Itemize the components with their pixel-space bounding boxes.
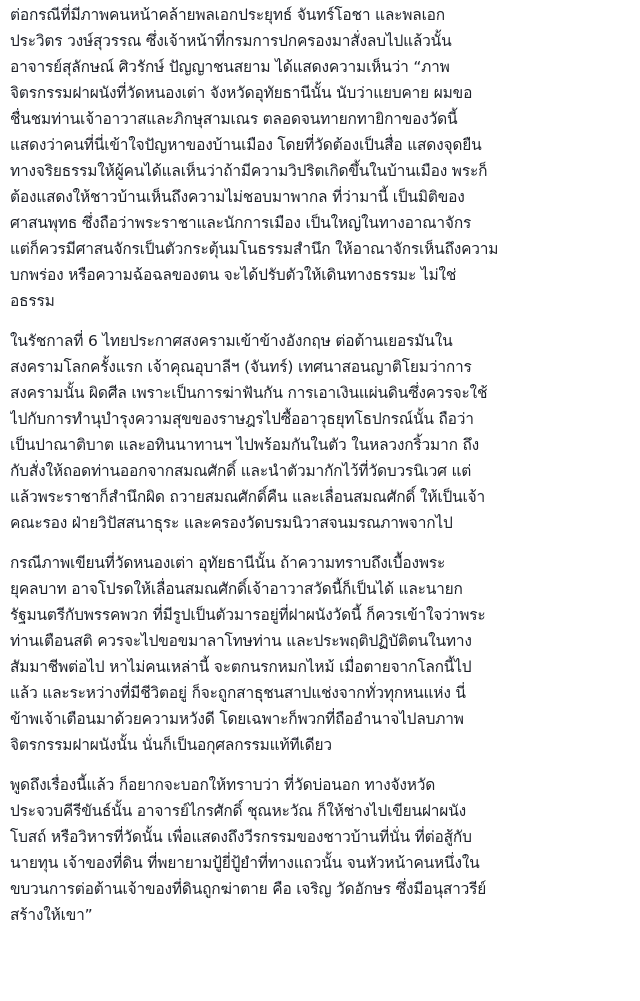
text-line: นายทุน เจ้าของที่ดิน ที่พยายามปู้ยี่ปู้ยำที่ทางแถวนั้น จนหัวหน้าคนหนึ่งใน — [10, 854, 480, 872]
text-line: สัมมาชีพต่อไป หาไม่คนเหล่านี้ จะตกนรกหมกไหม้ เมื่อตายจากโลกนี้ไป — [10, 658, 472, 676]
text-line: ต่อกรณีที่มีภาพคนหน้าคล้ายพลเอกประยุทธ์ จันทร์โอชา และพลเอก — [10, 6, 445, 24]
text-line: อธรรม — [10, 292, 55, 310]
text-line: ขบวนการต่อต้านเจ้าของที่ดินถูกฆ่าตาย คือ เจริญ วัดอักษร ซึ่งมีอนุสาวรีย์ — [10, 880, 487, 898]
text-line: จิตรกรรมฝาผนังนั้น นั่นก็เป็นอกุศลกรรมแท้ทีเดียว — [10, 736, 332, 754]
text-line: จิตรกรรมฝาผนังที่วัดหนองเต่า จังหวัดอุทัยธานีนั้น นับว่าแยบคาย ผมขอ — [10, 84, 473, 102]
text-line: แล้ว และระหว่างที่มีชีวิตอยู่ ก็จะถูกสาธุชนสาปแช่งจากทั่วทุกหนแห่ง นี่ — [10, 684, 466, 702]
text-line: ประวิตร วงษ์สุวรรณ ซึ่งเจ้าหน้าที่กรมการปกครองมาสั่งลบไปแล้วนั้น — [10, 32, 452, 50]
text-line: ไปกับการทำนุบำรุงความสุขของราษฎรไปซื้ออาวุธยุทโธปกรณ์นั้น ถือว่า — [10, 410, 474, 428]
post-text — [10, 2, 634, 942]
text-line: โบสถ์ หรือวิหารที่วัดนั้น เพื่อแสดงถึงวีรกรรมของชาวบ้านที่นั่น ที่ต่อสู้กับ — [10, 828, 472, 846]
text-line: สงครามโลกครั้งแรก เจ้าคุณอุบาลีฯ (จันทร์) เทศนาสอนญาติโยมว่าการ — [10, 358, 472, 376]
text-line: แล้วพระราชาก็สำนึกผิด ถวายสมณศักดิ์คืน และเลื่อนสมณศักดิ์ ให้เป็นเจ้า — [10, 488, 486, 506]
text-line: เป็นปาณาติบาต และอทินนาทานฯ ไปพร้อมกันในตัว ในหลวงกริ้วมาก ถึง — [10, 436, 480, 454]
paragraph-3 — [10, 550, 634, 758]
text-line: รัฐมนตรีกับพรรคพวก ที่มีรูปเป็นตัวมารอยู่ที่ฝาผนังวัดนี้ ก็ควรเข้าใจว่าพระ — [10, 606, 486, 624]
text-line: คณะรอง ฝ่ายวิปัสสนาธุระ และครองวัดบรมนิวาสจนมรณภาพจากไป — [10, 514, 453, 532]
paragraph-4 — [10, 772, 634, 928]
text-line: สงครามนั้น ผิดศีล เพราะเป็นการฆ่าฟันกัน การเอาเงินแผ่นดินซึ่งควรจะใช้ — [10, 384, 488, 402]
text-line: ทางจริยธรรมให้ผู้คนได้แลเห็นว่าถ้ามีความวิปริตเกิดขึ้นในบ้านเมือง พระก็ — [10, 162, 488, 180]
text-line: แต่ก็ควรมีศาสนจักรเป็นตัวกระตุ้นมโนธรรมสำนึก ให้อาณาจักรเห็นถึงความ — [10, 240, 499, 258]
text-line: พูดถึงเรื่องนี้แล้ว ก็อยากจะบอกให้ทราบว่า ที่วัดบ่อนอก ทางจังหวัด — [10, 776, 436, 794]
text-line: แสดงว่าคนที่นี่เข้าใจปัญหาของบ้านเมือง โดยที่วัดต้องเป็นสื่อ แสดงจุดยืน — [10, 136, 482, 154]
text-line: กรณีภาพเขียนที่วัดหนองเต่า อุทัยธานีนั้น ถ้าความทราบถึงเบื้องพระ — [10, 554, 446, 572]
text-line: ศาสนพุทธ ซึ่งถือว่าพระราชาและนักการเมือง เป็นใหญ่ในทางอาณาจักร — [10, 214, 472, 232]
text-line: อาจารย์สุลักษณ์ ศิวรักษ์ ปัญญาชนสยาม ได้แสดงความเห็นว่า “ภาพ — [10, 58, 450, 76]
text-line: ชื่นชมท่านเจ้าอาวาสและภิกษุสามเณร ตลอดจนทายกทายิกาของวัดนี้ — [10, 110, 458, 128]
text-line: ประจวบคีรีขันธ์นั้น อาจารย์ไกรศักดิ์ ชุณหะวัณ ก็ให้ช่างไปเขียนฝาผนัง — [10, 802, 466, 820]
text-line: สร้างให้เขา” — [10, 906, 93, 924]
text-line: กับสั่งให้ถอดท่านออกจากสมณศักดิ์ และนำตัวมากักไว้ที่วัดบวรนิเวศ แต่ — [10, 462, 472, 480]
text-line: ในรัชกาลที่ 6 ไทยประกาศสงครามเข้าข้างอังกฤษ ต่อต้านเยอรมันใน — [10, 332, 453, 350]
text-line: ข้าพเจ้าเตือนมาด้วยความหวังดี โดยเฉพาะก็พวกที่ถืออำนาจไปลบภาพ — [10, 710, 464, 728]
paragraph-1 — [10, 2, 634, 314]
paragraph-2 — [10, 328, 634, 536]
text-line: ท่านเตือนสติ ควรจะไปขอขมาลาโทษท่าน และประพฤติปฏิบัติตนในทาง — [10, 632, 472, 650]
text-line: บกพร่อง หรือความฉ้อฉลของตน จะได้ปรับตัวให้เดินทางธรรมะ ไม่ใช่ — [10, 266, 457, 284]
text-line: ต้องแสดงให้ชาวบ้านเห็นถึงความไม่ชอบมาพากล ที่ว่ามานี้ เป็นมิติของ — [10, 188, 465, 206]
text-line: ยุคลบาท อาจโปรดให้เลื่อนสมณศักดิ์เจ้าอาวาสวัดนี้ก็เป็นได้ และนายก — [10, 580, 463, 598]
